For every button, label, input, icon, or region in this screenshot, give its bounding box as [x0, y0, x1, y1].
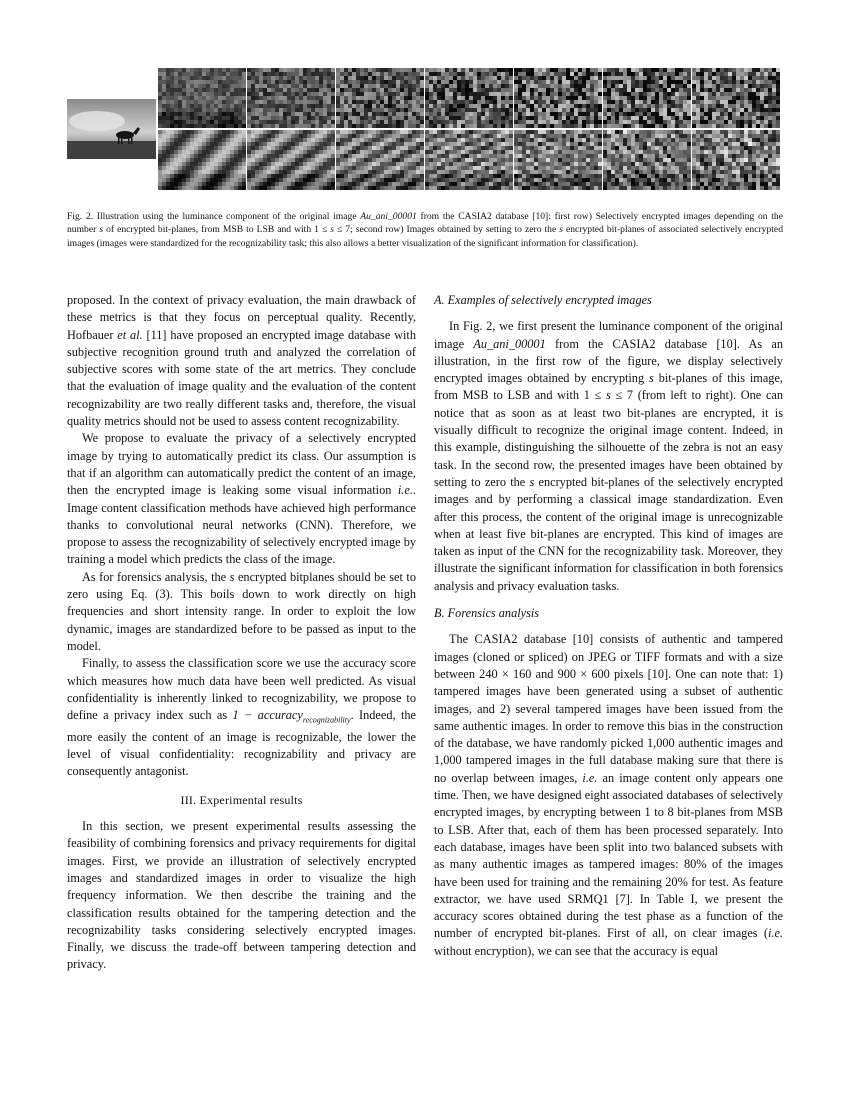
encrypted-image: [158, 68, 246, 128]
caption-label: Fig. 2.: [67, 211, 94, 222]
paragraph: In this section, we present experimental results assessing the feasibility of combining forensics and privacy requirements for digital images. First, we provide an illustration of selectively encrypted images and standardized images in order to visualize the high frequency information. We then describe the training and the classification results obtained for the tampering detection and the recognizability tasks considering selectively encrypted images. Finally, we discuss the trade-off between tampering detection and privacy.: [67, 819, 416, 972]
encrypted-image: [425, 68, 513, 128]
paragraph: In Fig. 2, we first present the luminance component of the original image Au_ani_00001 from the CASIA2 database [10]. As an illustration, in the first row of the figure, we display selectively encrypted images obtained by encrypting s bit-planes of this image, from MSB to LSB and with 1 ≤ s ≤ 7 (from left to right). One can notice that as soon as at least two bit-planes are encrypted, it is visually difficult to recognize the original image content. Indeed, in this example, distinguishing the silhouette of the zebra is not an easy task. In the second row, the presented images have been obtained by setting to zero the s encrypted bit-planes of the selectively encrypted images and by performing a classical image standardization. Even after this process, the content of the original image is unrecognizable when at least five bit-planes are encrypted. This kind of images are taken as input of the CNN for the recognizability task. Moreover, they illustrate the significant information for classification in both forensics analysis and privacy evaluation tasks.: [434, 319, 784, 593]
subsection-heading-a: A. Examples of selectively encrypted images: [434, 293, 652, 307]
paragraph: The CASIA2 database [10] consists of authentic and tampered images (cloned or spliced) on JPEG or TIFF formats and with a size between 240 × 160 and 900 × 600 pixels [10]. One can note that: 1) tampered images have been generated using a subset of authentic images, and 2) several tampered images have been issued from the same authentic images. In order to remove this bias in the construction of the database, we have randomly picked 1,000 authentic images and 1,000 tampered images in the full database making sure that there is no overlap between images, i.e. an image content only appears one time. Then, we have designed eight associated databases of selectively encrypted images, by encrypting between 1 to 8 bit-planes from MSB to LSB. After that, each of them has been processed separately. Into each database, images have been split into two balanced subsets with as many authentic images as tampered images: 80% of the images have been used for training and the remaining 20% for test. As feature extractor, we have used SRMQ1 [7]. In Table I, we present the accuracy scores obtained during the test phase as a function of the number of encrypted bit-planes. First of all, on clear images (i.e. without encryption), we can see that the accuracy is equal: [434, 632, 783, 958]
figure-2: [67, 68, 782, 190]
encrypted-image: [514, 68, 602, 128]
subsection-heading-b: B. Forensics analysis: [434, 606, 540, 621]
encrypted-image: [336, 68, 424, 128]
zebra-photo: [67, 99, 156, 159]
left-column: [67, 292, 416, 974]
encrypted-image: [692, 68, 780, 128]
standardized-image: [247, 130, 335, 190]
encrypted-image: [247, 68, 335, 128]
standardized-image: [336, 130, 424, 190]
paragraph: Finally, to assess the classification score we use the accuracy score which measures how much data have been well predicted. As visual confidentiality is inherently linked to recognizability, we propose to define a privacy index such as 1 − accuracy$_{recognizability}$. Indeed, the more easily the content of an image is recognizable, the lower the level of visual confidentiality: recognizability and privacy are consequently antagonist.: [67, 656, 416, 779]
original-zebra-image: [67, 99, 156, 159]
paragraph: As for forensics analysis, the s encrypted bitplanes should be set to zero using Eq. (3). This boils down to work directly on high frequencies and short intensity range. In order to exploit the low dynamic, images are standardized before to be passed as input to the model.: [67, 569, 416, 653]
standardized-image: [603, 130, 691, 190]
standardized-image: [158, 130, 246, 190]
privacy-formula: 1 − accuracy: [232, 708, 303, 723]
figure-caption: Fig. 2. Illustration using the luminance component of the original image Au_ani_00001 from the CASIA2 database [10]: first row) Selectively encrypted images depending on the number s of encrypted bit-planes, from MSB to LSB and with 1 ≤ s ≤ 7; second row) Images obtained by setting to zero the s encrypted bit-planes of associated selectively encrypted images (images were standardized for the recognizability task; this also allows a better visualization of the significant information for classification).: [67, 211, 783, 249]
standardized-image: [514, 130, 602, 190]
section-heading: III. Experimental results: [180, 792, 303, 807]
paragraph: proposed. In the context of privacy evaluation, the main drawback of these metrics is that they focus on perceptual quality. Recently, Hofbauer et al. [11] have proposed an encrypted image database with subjective recognition ground truth and analyzed the correlation of subjective scores with some state of the art metrics. They conclude that the evaluation of image quality and the evaluation of the content recognizability are two really different tasks and, therefore, the visual quality metrics should not be used to assess content recognizability.: [67, 293, 416, 429]
right-column: [434, 292, 783, 960]
standardized-image: [692, 130, 780, 190]
encrypted-image: [603, 68, 691, 128]
paragraph: We propose to evaluate the privacy of a selectively encrypted image by trying to automatically predict its class. Our assumption is that if an algorithm can automatically predict the content of an image, then the encrypted image is leaking some visual information i.e.. Image content classification methods have achieved high performance thanks to convolutional neural networks (CNN). Therefore, we propose to assess the recognizability of selectively encrypted image by training a model which predicts the class of the image.: [67, 431, 416, 567]
standardized-image: [425, 130, 513, 190]
